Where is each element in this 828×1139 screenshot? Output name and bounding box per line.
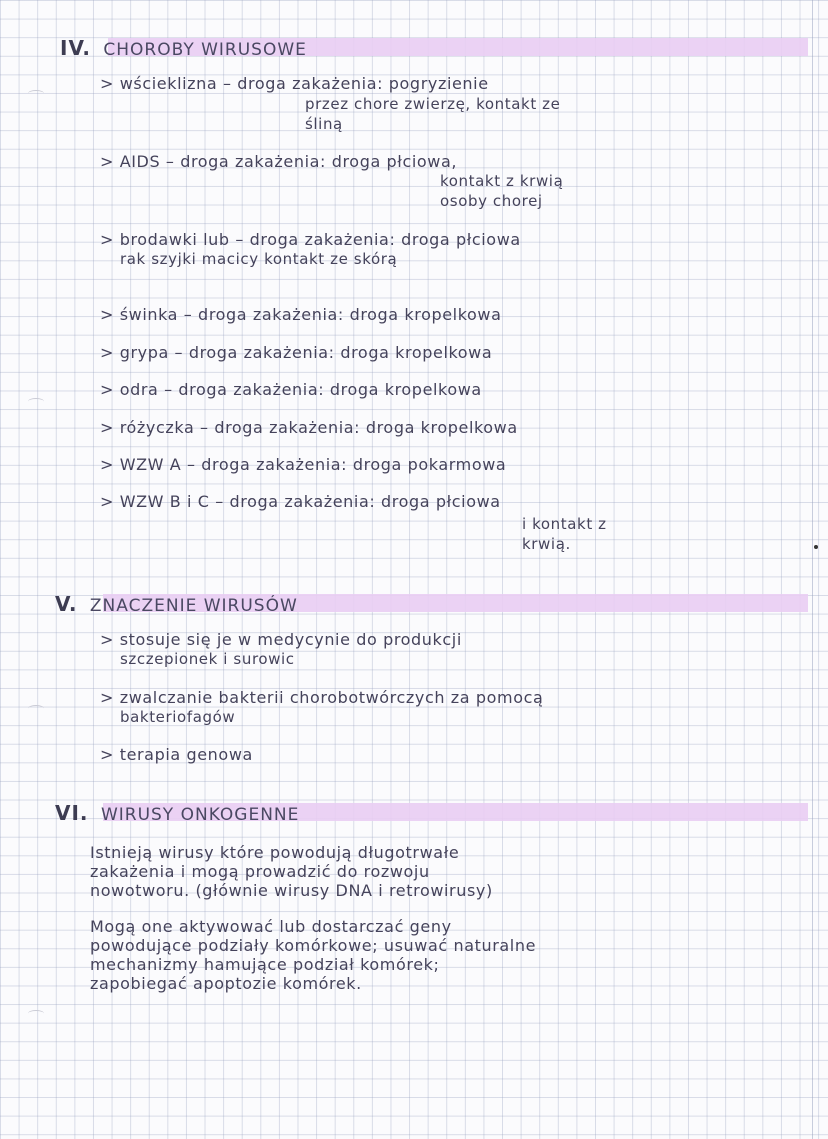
section-number: V.: [55, 592, 78, 616]
section-vi-heading: [55, 801, 300, 825]
text-line: > różyczka – droga zakażenia: droga kropelkowa: [100, 418, 518, 437]
text-line: zapobiegać apoptozie komórek.: [90, 974, 362, 993]
punch-hole: [28, 1010, 44, 1017]
text-line: > WZW B i C – droga zakażenia: droga płciowa: [100, 492, 501, 511]
text-line: mechanizmy hamujące podział komórek;: [90, 955, 440, 974]
section-iv-heading: [60, 36, 307, 60]
text-line: kontakt z krwią: [440, 172, 564, 190]
text-line: szczepionek i surowic: [120, 650, 295, 668]
text-line: nowotworu. (głównie wirusy DNA i retrowirusy): [90, 881, 493, 900]
text-line: > brodawki lub – droga zakażenia: droga płciowa: [100, 230, 521, 249]
section-number: VI.: [55, 801, 89, 825]
margin-line: [812, 0, 813, 1139]
text-line: śliną: [305, 115, 343, 133]
text-line: powodujące podziały komórkowe; usuwać naturalne: [90, 936, 537, 955]
ink-dot: [814, 545, 818, 549]
punch-hole: [28, 90, 44, 97]
text-line: > zwalczanie bakterii chorobotwórczych za pomocą: [100, 688, 544, 707]
text-line: > wścieklizna – droga zakażenia: pogryzienie: [100, 74, 489, 93]
text-line: krwią.: [522, 535, 571, 553]
text-line: > odra – droga zakażenia: droga kropelkowa: [100, 380, 482, 399]
text-line: > stosuje się je w medycynie do produkcji: [100, 630, 462, 649]
text-line: zakażenia i mogą prowadzić do rozwoju: [90, 862, 430, 881]
punch-hole: [28, 705, 44, 712]
text-line: rak szyjki macicy kontakt ze skórą: [120, 250, 398, 268]
section-title: ZNACZENIE WIRUSÓW: [89, 596, 298, 616]
section-number: IV.: [60, 36, 91, 60]
text-line: > WZW A – droga zakażenia: droga pokarmowa: [100, 455, 507, 474]
text-line: bakteriofagów: [120, 708, 236, 726]
text-line: przez chore zwierzę, kontakt ze: [305, 95, 561, 113]
text-line: > terapia genowa: [100, 745, 253, 764]
text-line: i kontakt z: [522, 515, 607, 533]
text-line: > AIDS – droga zakażenia: droga płciowa,: [100, 152, 458, 171]
text-line: osoby chorej: [440, 192, 543, 210]
text-line: Istnieją wirusy które powodują długotrwałe: [90, 843, 460, 862]
text-line: Mogą one aktywować lub dostarczać geny: [90, 917, 452, 936]
section-title: WIRUSY ONKOGENNE: [100, 805, 300, 825]
text-line: > grypa – droga zakażenia: droga kropelkowa: [100, 343, 493, 362]
text-line: > świnka – droga zakażenia: droga kropelkowa: [100, 305, 502, 324]
section-v-heading: [55, 592, 298, 616]
section-title: CHOROBY WIRUSOWE: [103, 40, 307, 60]
punch-hole: [28, 398, 44, 405]
